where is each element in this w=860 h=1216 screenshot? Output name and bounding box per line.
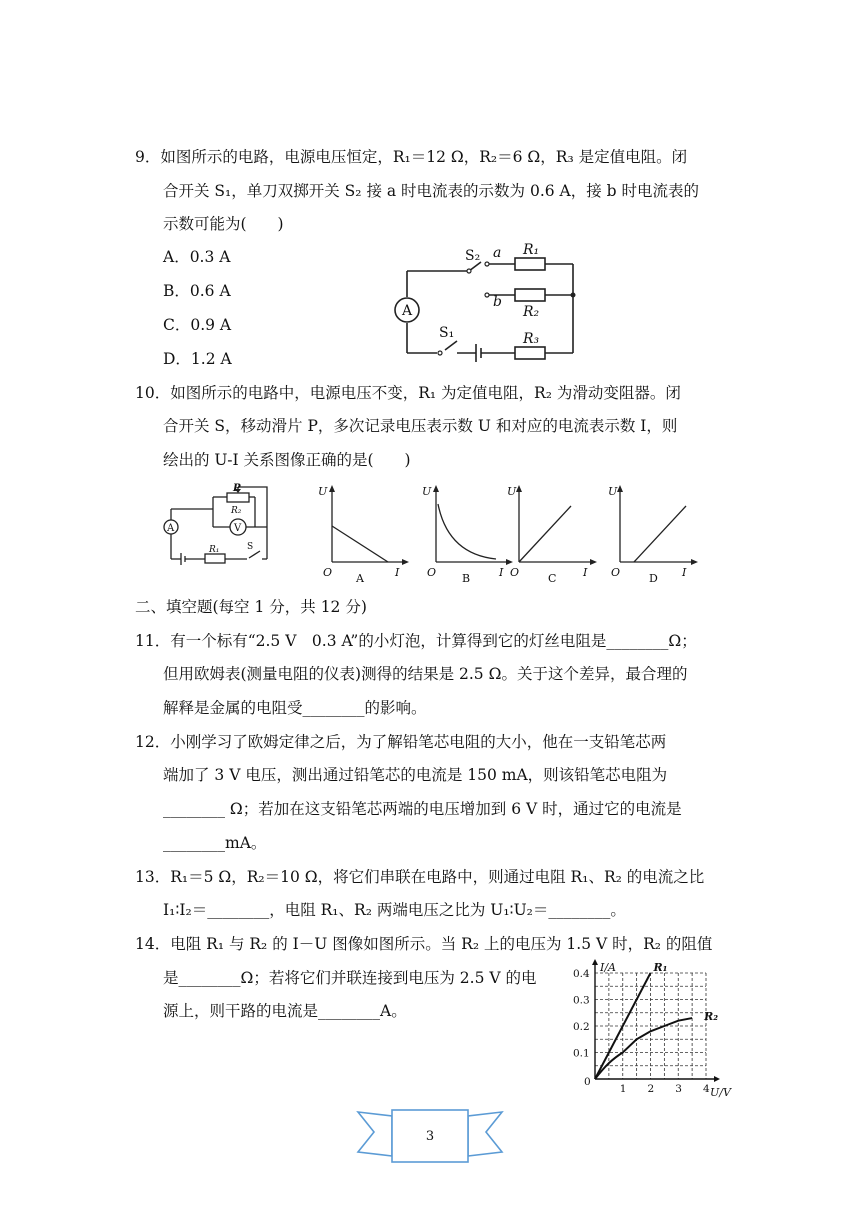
graph-a-origin: O [323,566,333,579]
q10-circuit-diagram [155,483,285,571]
origin-label: 0 [584,1076,591,1088]
q11-line-1: 11．有一个标有“2.5 V 0.3 A”的小灯泡，计算得到它的灯丝电阻是________Ω； [135,632,697,650]
q9-circuit-diagram [385,240,585,360]
q9-line-3: 示数可能为( ) [163,215,284,233]
q9-option-b[interactable]: B．0.6 A [163,282,231,300]
y-tick-label: 0.3 [573,994,590,1007]
graph-c-x-label: I [583,566,588,579]
q9-b-label: b [493,294,502,310]
q14-line-1: 14．电阻 R₁ 与 R₂ 的 I－U 图像如图所示。当 R₂ 上的电压为 1.5 V 时，R₂ 的阻值 [135,935,713,953]
page-number-banner [352,1102,508,1172]
q9-option-d[interactable]: D．1.2 A [163,350,232,368]
series-r2-label: R₂ [704,1010,719,1024]
q10-s-label: S [247,542,254,552]
x-tick-label: 2 [647,1083,655,1095]
q10-voltmeter-label: V [234,523,242,534]
q9-line-2: 合开关 S₁，单刀双掷开关 S₂ 接 a 时电流表的示数为 0.6 A，接 b 时电流表的 [163,182,700,200]
q9-r3-label: R₃ [523,331,540,347]
q10-graph-d[interactable] [606,482,706,586]
q12-line-4: ________mA。 [163,834,267,852]
graph-d-label: D [649,572,658,585]
q9-s1-label: S₁ [439,325,455,341]
q10-graph-c[interactable] [505,482,605,586]
series-r1-label: R₁ [653,961,668,974]
graph-b-x-label: I [499,566,504,579]
graph-b-y-label: U [422,485,432,498]
q9-ammeter-label: A [402,303,413,319]
q14-line-2: 是________Ω；若将它们并联连接到电压为 2.5 V 的电 [163,969,537,987]
q10-line-2: 合开关 S，移动滑片 P，多次记录电压表示数 U 和对应的电流表示数 I，则 [163,417,678,435]
y-axis-arrow [592,959,598,965]
q10-graph-b[interactable] [414,482,514,586]
y-tick-label: 0.1 [573,1047,590,1060]
q11-line-3: 解释是金属的电阻受________的影响。 [163,699,427,717]
graph-c-y-label: U [507,485,517,498]
q10-line-1: 10．如图所示的电路中，电源电压不变，R₁ 为定值电阻，R₂ 为滑动变阻器。闭 [135,384,681,402]
q9-r2-label: R₂ [523,304,540,320]
section-2-heading: 二、填空题(每空 1 分，共 12 分) [135,598,367,616]
graph-b-label: B [462,572,471,585]
x-axis-arrow [714,1076,720,1082]
graph-d-y-label: U [608,485,618,498]
y-tick-label: 0.4 [573,968,590,980]
page-number: 3 [425,1129,435,1144]
q12-line-1: 12．小刚学习了欧姆定律之后，为了解铅笔芯电阻的大小，他在一支铅笔芯两 [135,733,667,751]
series-r2-curve [595,1018,692,1079]
q9-line-1: 9．如图所示的电路，电源电压恒定，R₁＝12 Ω，R₂＝6 Ω，R₃ 是定值电阻。闭 [135,148,688,166]
graph-d-origin: O [611,566,621,579]
graph-a-x-label: I [395,566,400,579]
graph-b-origin: O [427,566,437,579]
q9-option-c[interactable]: C．0.9 A [163,316,232,334]
q10-line-3: 绘出的 U-I 关系图像正确的是( ) [163,451,411,469]
q14-iu-chart [560,952,750,1102]
y-tick-label: 0.2 [573,1021,590,1033]
x-tick-label: 3 [675,1083,682,1095]
q9-s2-label: S₂ [465,248,481,264]
q13-line-2: I₁∶I₂＝________，电阻 R₁、R₂ 两端电压之比为 U₁∶U₂＝________。 [163,901,626,919]
graph-c-label: C [548,572,557,585]
q10-p-label: P [233,483,241,494]
q9-a-label: a [493,245,502,261]
q11-line-2: 但用欧姆表(测量电阻的仪表)测得的结果是 2.5 Ω。关于这个差异，最合理的 [163,665,688,683]
x-axis-label: U/V [710,1086,731,1099]
q9-r1-label: R₁ [523,242,540,258]
q12-line-2: 端加了 3 V 电压，测出通过铅笔芯的电流是 150 mA，则该铅笔芯电阻为 [163,766,668,784]
q12-line-3: ________ Ω；若加在这支铅笔芯两端的电压增加到 6 V 时，通过它的电流是 [163,800,682,818]
q10-r2-label: R₂ [231,506,242,516]
q10-graph-a[interactable] [310,482,410,586]
q13-line-1: 13．R₁＝5 Ω，R₂＝10 Ω，将它们串联在电路中，则通过电阻 R₁、R₂ 的电流之比 [135,868,705,886]
graph-d-x-label: I [682,566,687,579]
graph-a-label: A [356,572,364,585]
q10-r1-label: R₁ [209,545,220,555]
x-tick-label: 4 [703,1083,710,1095]
graph-a-y-label: U [318,485,328,498]
x-tick-label: 1 [619,1083,627,1095]
q9-option-a[interactable]: A．0.3 A [163,248,231,266]
graph-c-origin: O [510,566,520,579]
q14-line-3: 源上，则干路的电流是________A。 [163,1002,407,1020]
q10-ammeter-label: A [167,523,175,534]
y-axis-label: I/A [600,961,616,974]
